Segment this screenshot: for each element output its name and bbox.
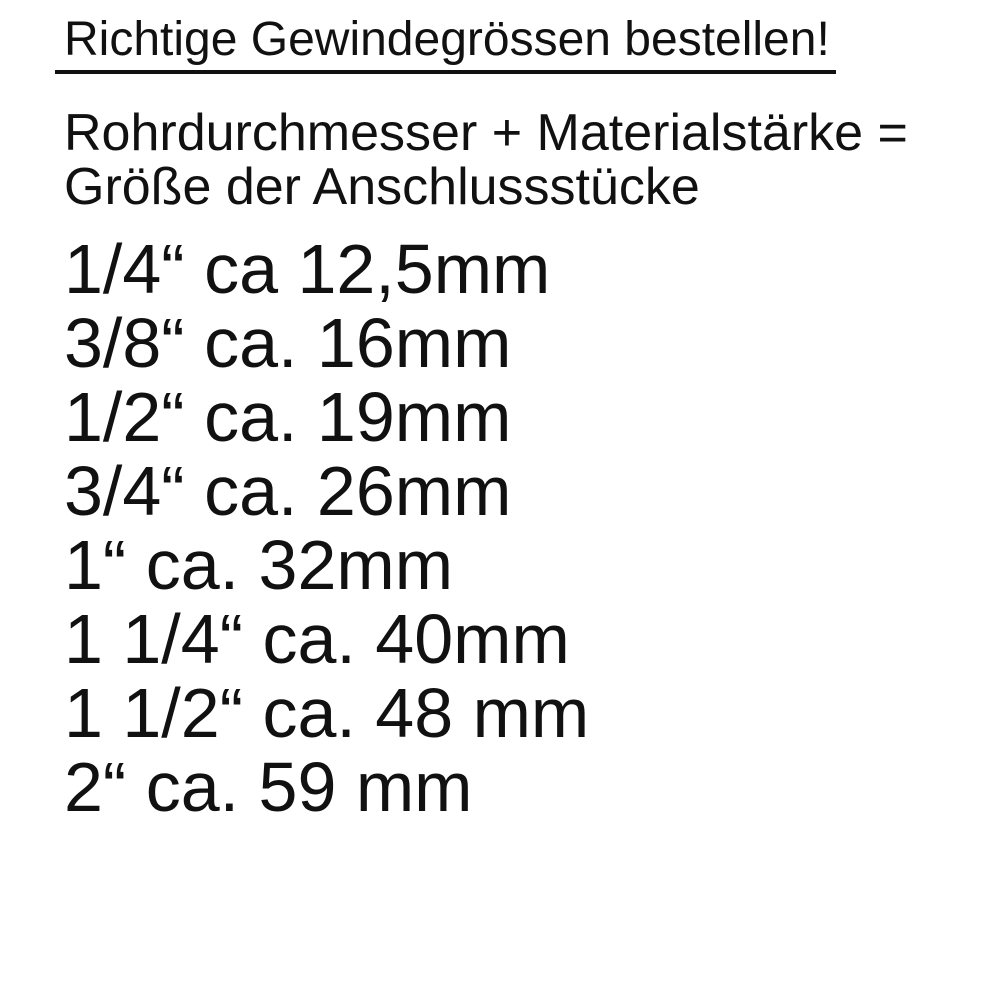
size-list [64,232,1000,824]
size-list-item: 3/8“ ca. 16mm [64,304,512,382]
size-list-item: 2“ ca. 59 mm [64,748,473,826]
size-list-item: 1/4“ ca 12,5mm [64,230,551,308]
formula-line2: Größe der Anschlussstücke [64,158,700,216]
page-title: Richtige Gewindegrössen bestellen! [55,16,836,74]
size-list-item: 1 1/4“ ca. 40mm [64,600,570,678]
size-list-item: 1“ ca. 32mm [64,526,453,604]
size-list-item: 1 1/2“ ca. 48 mm [64,674,590,752]
formula-heading [64,106,1000,214]
size-list-item: 1/2“ ca. 19mm [64,378,512,456]
formula-line1: Rohrdurchmesser + Materialstärke = [64,104,908,162]
size-list-item: 3/4“ ca. 26mm [64,452,512,530]
